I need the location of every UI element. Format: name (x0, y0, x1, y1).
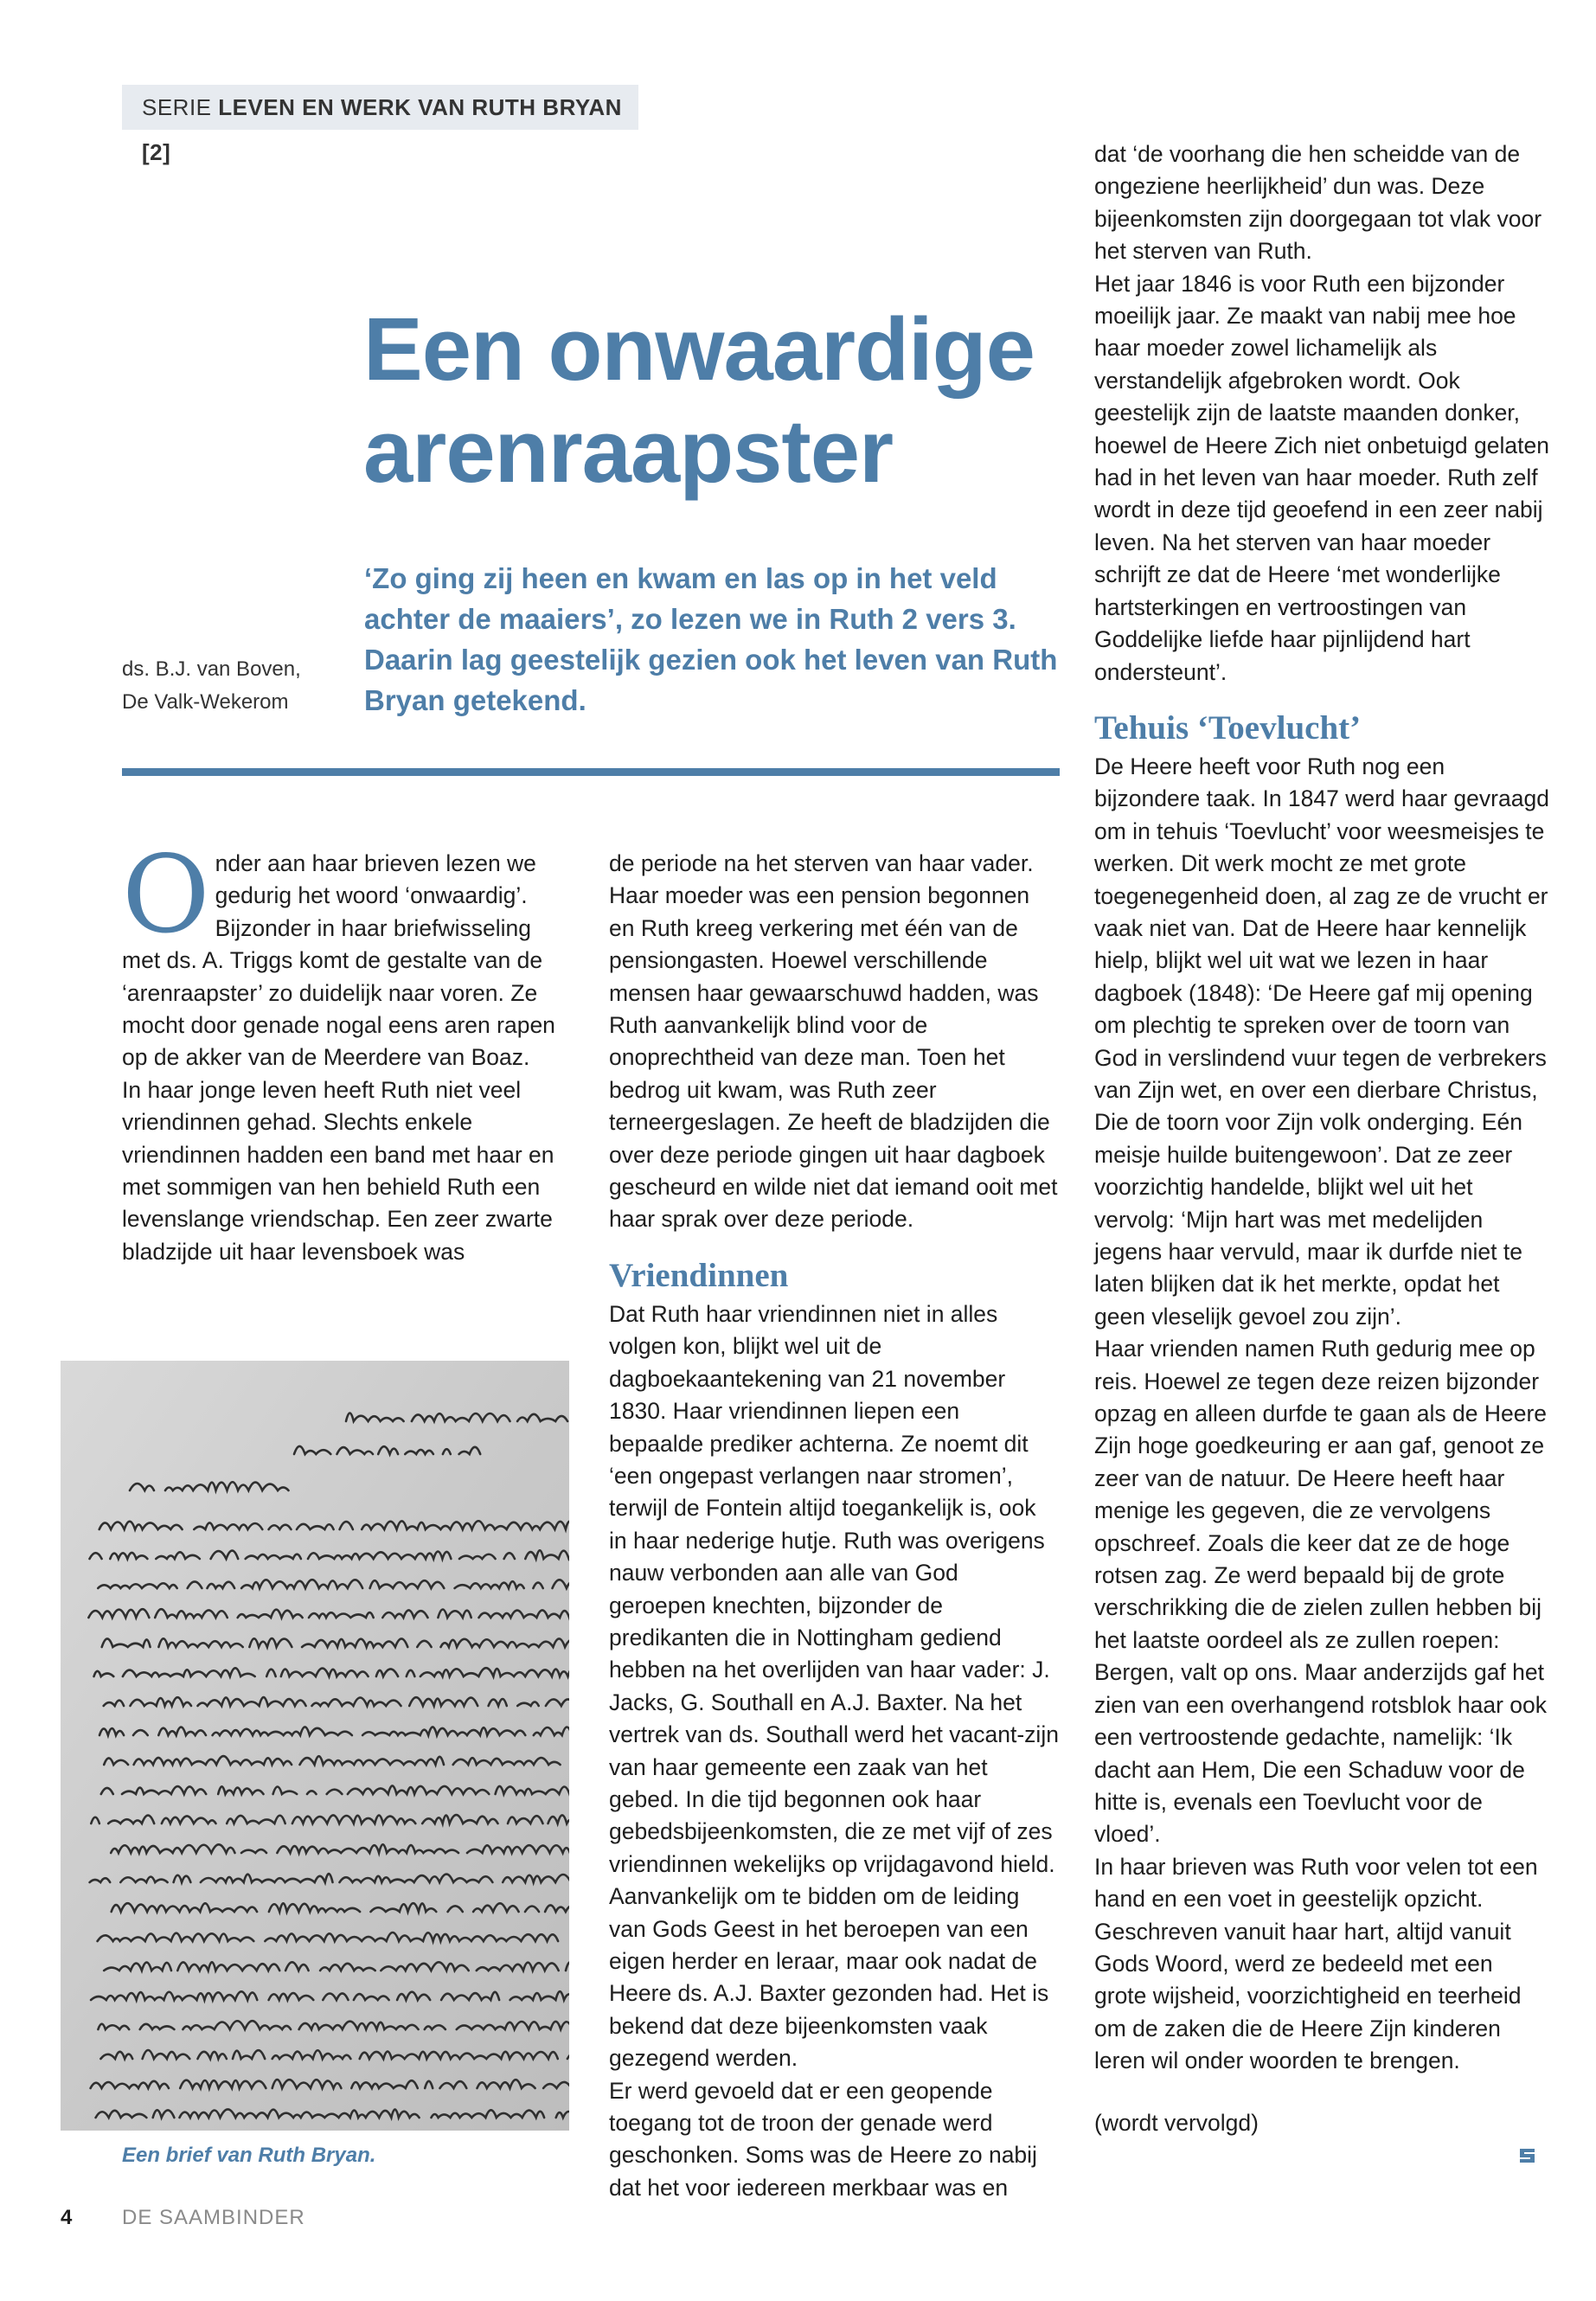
handwriting-scan (61, 1361, 569, 2131)
paragraph: De Heere heeft voor Ruth nog een bijzondere taak. In 1847 werd haar gevraagd om in tehuis ‘Toevlucht’ voor weesmeisjes te werken. Dit werk mocht ze met grote toegenegenheid doen, al zag ze de vrucht er vaak niet van. Dat de Heere haar kennelijk hielp, blijkt wel uit wat we lezen in haar dagboek (1848): ‘De Heere gaf mij opening om plechtig te spreken over de toorn van God in verslindend vuur tegen de verbrekers van Zijn wet, en over een dierbare Christus, Die de toorn voor Zijn volk onderging. Eén meisje huilde buitengewoon’. Dat ze zeer voorzichtig handelde, blijkt wel uit het vervolg: ‘Mijn hart was met medelijden jegens haar vervuld, maar ik durfde niet te laten blijken dat ik het merkte, opdat het geen vleselijk gevoel zou zijn’. (1094, 753, 1549, 1330)
drop-cap: O (122, 833, 210, 958)
magazine-name: DE SAAMBINDER (122, 2206, 305, 2229)
article-title (363, 298, 1073, 503)
paragraph-text: nder aan haar brieven lezen we gedurig het woord ‘onwaardig’. Bijzonder in haar briefwisseling met ds. A. Triggs komt de gestalte van de ‘arenraapster’ zo duidelijk naar voren. Ze mocht door genade nogal eens aren rapen op de akker van de Meerdere van Boaz. (122, 850, 555, 1071)
body-column-3 (1094, 138, 1551, 2139)
author-name: ds. B.J. van Boven, (122, 657, 301, 681)
series-title: LEVEN EN WERK VAN RUTH BRYAN [2] (142, 94, 622, 165)
series-prefix: SERIE (142, 94, 212, 120)
author-byline (122, 653, 347, 719)
letter-photo (61, 1361, 569, 2131)
author-place: De Valk-Wekerom (122, 690, 289, 714)
body-column-1 (122, 833, 558, 1268)
continued-note: (wordt vervolgd) (1094, 2109, 1259, 2136)
paragraph: Er werd gevoeld dat er een geopende toegang tot de troon der genade werd geschonken. Soms was de Heere zo nabij dat het voor iedereen merkbaar was en (609, 2077, 1037, 2201)
paragraph: de periode na het sterven van haar vader. Haar moeder was een pension begonnen en Ruth kreeg verkering met één van de pensiongasten. Hoewel verschillende mensen haar gewaarschuwd hadden, was Ruth aanvankelijk blind voor de onoprechtheid van deze man. Toen het bedrog uit kwam, was Ruth zeer terneergeslagen. Ze heeft de bladzijden die over deze periode gingen uit haar dagboek gescheurd en wilde niet dat iemand ooit met haar sprak over deze periode. (609, 850, 1058, 1233)
paragraph (122, 833, 558, 1074)
title-line-1: Een onwaardige (363, 299, 1035, 399)
title-line-2: arenraapster (363, 401, 894, 501)
article-lead: ‘Zo ging zij heen en kwam en las op in het veld achter de maaiers’, zo lezen we in Ruth 2 vers 3. Daarin lag geestelijk gezien ook het leven van Ruth Bryan getekend. (364, 562, 1058, 716)
subheading-tehuis: Tehuis ‘Toevlucht’ (1094, 708, 1362, 747)
paragraph: In haar jonge leven heeft Ruth niet veel vriendinnen gehad. Slechts enkele vriendinnen hadden een band met haar en met sommigen van hen behield Ruth een levenslange vriendschap. Een zeer zwarte bladzijde uit haar levensboek was (122, 1076, 554, 1265)
end-mark-icon (1517, 2145, 1540, 2166)
page-number: 4 (61, 2206, 73, 2229)
body-column-2 (609, 848, 1059, 2204)
paragraph: dat ‘de voorhang die hen scheidde van de ongeziene heerlijkheid’ dun was. Deze bijeenkomsten zijn doorgegaan tot vlak voor het sterven van Ruth. (1094, 141, 1542, 265)
paragraph: Het jaar 1846 is voor Ruth een bijzonder moeilijk jaar. Ze maakt van nabij mee hoe haar moeder zowel lichamelijk als verstandelijk afgebroken wordt. Ook geestelijk zijn de laatste maanden donker, hoewel de Heere Zich niet onbetuigd gelaten had in het leven van haar moeder. Ruth zelf wordt in deze tijd geoefend in een zeer nabij leven. Na het sterven van haar moeder schrijft ze dat de Heere ‘met wonderlijke hartsterkingen en vertroostingen van Goddelijke liefde haar pijnlijdend hart ondersteunt’. (1094, 270, 1549, 685)
paragraph: In haar brieven was Ruth voor velen tot een hand en een voet in geestelijk opzicht. Geschreven vanuit haar hart, altijd vanuit Gods Woord, werd ze bedeeld met een grote wijsheid, voorzichtigheid en teerheid om de zaken die de Heere Zijn kinderen leren wil onder woorden te brengen. (1094, 1853, 1538, 2074)
series-tag (122, 85, 638, 165)
subheading-vriendinnen: Vriendinnen (609, 1256, 789, 1294)
photo-caption: Een brief van Ruth Bryan. (122, 2144, 376, 2167)
header-rule (122, 768, 1060, 776)
paragraph: Haar vrienden namen Ruth gedurig mee op reis. Hoewel ze tegen deze reizen bijzonder opzag en alleen durfde te gaan als de Heere Zijn hoge goedkeuring er aan gaf, genoot ze zeer van de natuur. De Heere heeft haar menige les gegeven, die ze vervolgens opschreef. Zoals die keer dat ze de hoge rotsen zag. Ze werd bepaald bij de grote verschrikking die de zielen zullen hebben bij het laatste oordeel als ze zullen roepen: Bergen, valt op ons. Maar anderzijds gaf het zien van een overhangend rotsblok haar ook een vertroostende gedachte, namelijk: ‘Ik dacht aan Hem, Die een Schaduw voor de hitte is, evenals een Toevlucht voor de vloed’. (1094, 1336, 1548, 1848)
paragraph: Dat Ruth haar vriendinnen niet in alles volgen kon, blijkt wel uit de dagboekaantekening van 21 november 1830. Haar vriendinnen liepen een bepaalde prediker achterna. Ze noemt dit ‘een ongepast verlangen naar stromen’, terwijl de Fontein altijd toegankelijk is, ook in haar nederige hutje. Ruth was overigens nauw verbonden aan alle van God geroepen knechten, bijzonder de predikanten die in Nottingham gediend hebben na het overlijden van haar vader: J. Jacks, G. Southall en A.J. Baxter. Na het vertrek van ds. Southall werd het vacant-zijn van haar gemeente een zaak van het gebed. In die tijd begonnen ook haar gebedsbijeenkomsten, die ze met vijf of zes vriendinnen wekelijks op vrijdagavond hield. Aanvankelijk om te bidden om de leiding van Gods Geest in het beroepen van een eigen herder en leraar, maar ook nadat de Heere ds. A.J. Baxter gezonden had. Het is bekend dat deze bijeenkomsten vaak gezegend werden. (609, 1300, 1059, 2072)
